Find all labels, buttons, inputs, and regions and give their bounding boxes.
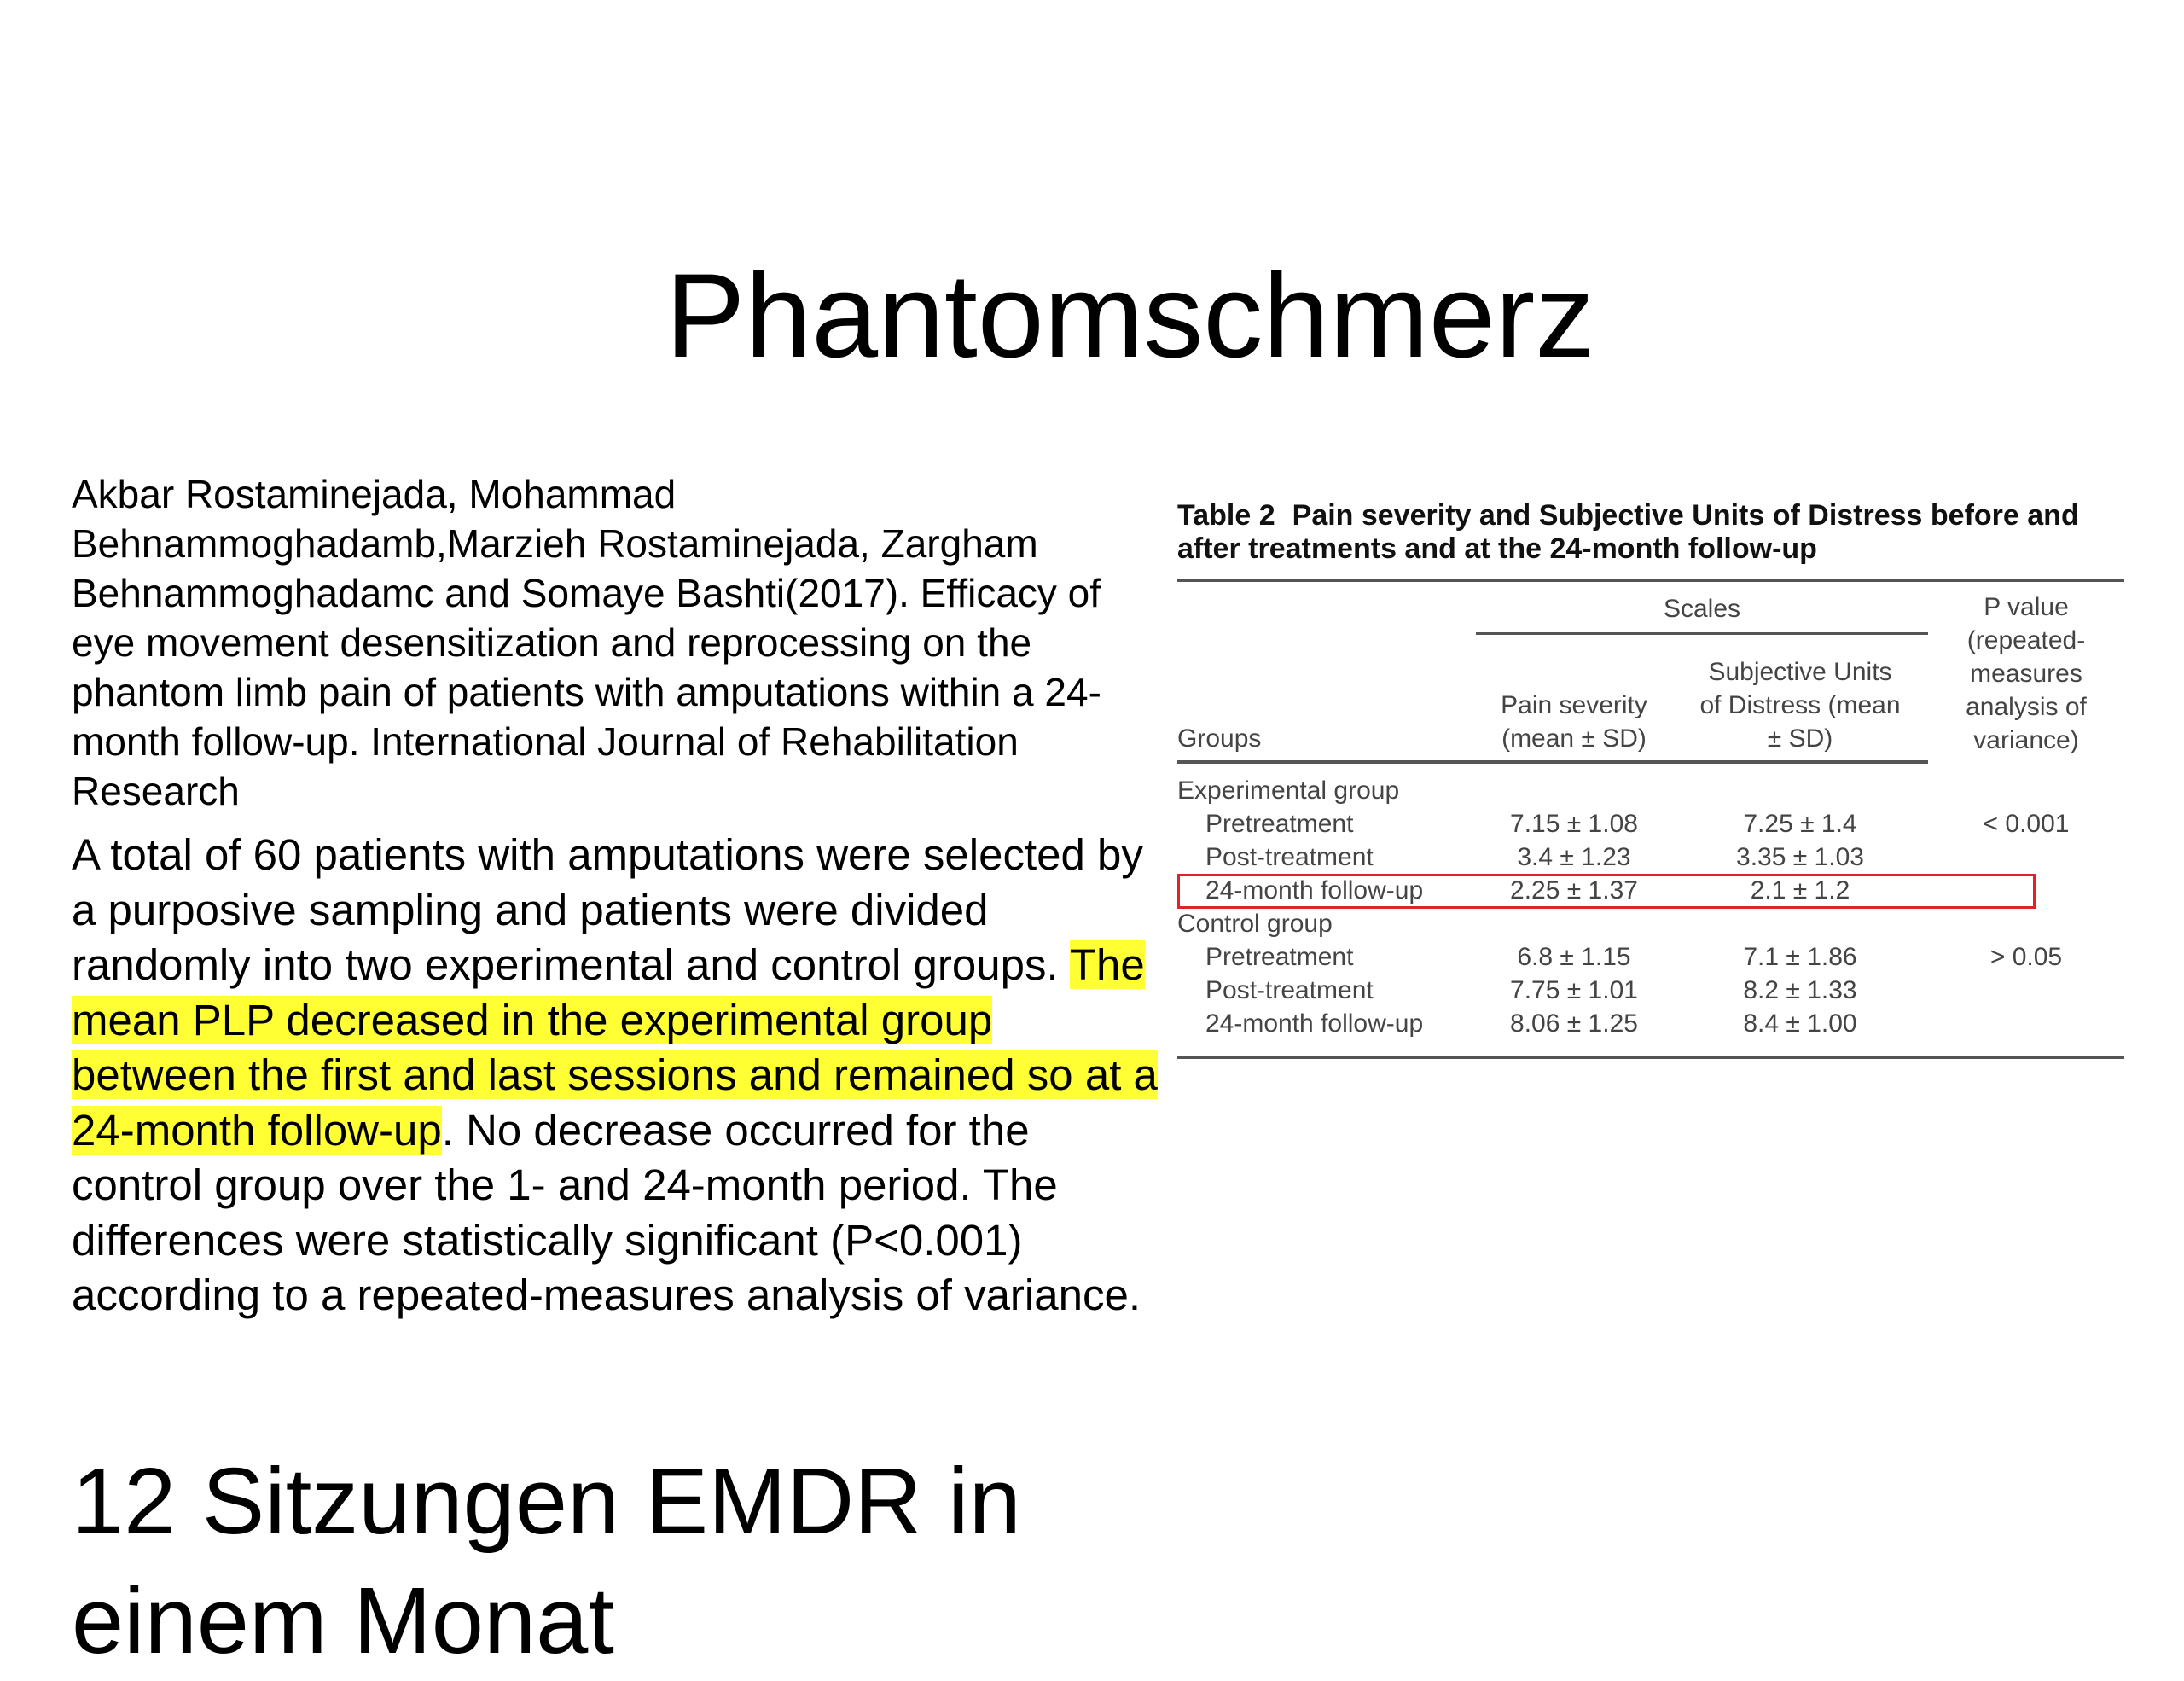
row-label: 24-month follow-up (1205, 876, 1424, 904)
table-row (1177, 940, 2124, 974)
summary-conclusion: . No decrease occurred for the control group over the 1- and 24-month period. The differences were statistically significant (P<0.001) according to a repeated-measures analysis of variance. (72, 1105, 1141, 1319)
pain-value: 6.8 ± 1.15 (1517, 943, 1631, 971)
table-row (1177, 840, 2124, 874)
suds-value: 3.35 ± 1.03 (1736, 843, 1864, 871)
slide-title: Phantomschmerz (665, 248, 1595, 382)
pain-value: 7.75 ± 1.01 (1510, 976, 1638, 1004)
pain-value: 7.15 ± 1.08 (1510, 810, 1638, 838)
results-table-figure (1177, 499, 2124, 1059)
header-pain-severity: Pain severity (mean ± SD) (1476, 634, 1672, 762)
results-table (1177, 579, 2124, 1059)
row-label: Pretreatment (1205, 810, 1354, 838)
header-scales: Scales (1476, 582, 1928, 634)
header-p-value: P value (repeated-measures analysis of variance) (1966, 593, 2087, 754)
row-label: Post-treatment (1205, 976, 1374, 1004)
group-name: Control group (1177, 910, 1333, 938)
table-bottom-rule (1177, 1057, 2124, 1059)
summary-intro: A total of 60 patients with amputations were selected by a purposive sampling and patients were divided randomly into two experimental and control groups. (72, 830, 1143, 989)
header-groups: Groups (1177, 634, 1476, 762)
pain-value: 3.4 ± 1.23 (1517, 843, 1631, 871)
table-row (1177, 1007, 2124, 1057)
table-row (1177, 807, 2124, 840)
citation-text: Akbar Rostaminejada, Mohammad Behnammoghadamb,Marzieh Rostaminejada, Zargham Behnammoghadamc and Somaye Bashti(2017). Efficacy of eye movement desensitization and reprocessing on the phantom limb pain of patients with amputations within a 24-month follow-up. International Journal of Rehabilitation Research (72, 472, 1101, 813)
row-label: 24-month follow-up (1205, 1009, 1424, 1038)
row-label: Post-treatment (1205, 843, 1374, 871)
table-row-highlighted (1177, 874, 2124, 907)
table-row (1177, 974, 2124, 1007)
study-summary (72, 828, 1164, 1323)
p-value: > 0.05 (1989, 943, 2063, 971)
suds-value: 7.1 ± 1.86 (1743, 943, 1857, 971)
highlighted-finding: The mean PLP decreased in the experimental group between the first and last sessions and remained so at a 24-month follow-up (72, 940, 1158, 1155)
pain-value: 8.06 ± 1.25 (1510, 1009, 1638, 1038)
group-row-experimental (1177, 762, 2124, 807)
footer-heading: 12 Sitzungen EMDR in einem Monat (72, 1449, 1021, 1673)
pain-value: 2.25 ± 1.37 (1510, 876, 1638, 904)
group-name: Experimental group (1177, 777, 1400, 805)
table-caption-text: Pain severity and Subjective Units of Distress before and after treatments and at the 24-month follow-up (1177, 499, 2079, 565)
group-row-control (1177, 907, 2124, 940)
table-label: Table 2 (1177, 499, 1275, 532)
suds-value: 7.25 ± 1.4 (1743, 810, 1857, 838)
suds-value: 8.2 ± 1.33 (1743, 976, 1857, 1004)
p-value: < 0.001 (1983, 810, 2070, 838)
suds-value: 2.1 ± 1.2 (1750, 876, 1850, 904)
header-suds: Subjective Units of Distress (mean ± SD) (1672, 634, 1928, 762)
table-caption (1177, 499, 2124, 566)
suds-value: 8.4 ± 1.00 (1743, 1009, 1857, 1038)
row-label: Pretreatment (1205, 943, 1354, 971)
